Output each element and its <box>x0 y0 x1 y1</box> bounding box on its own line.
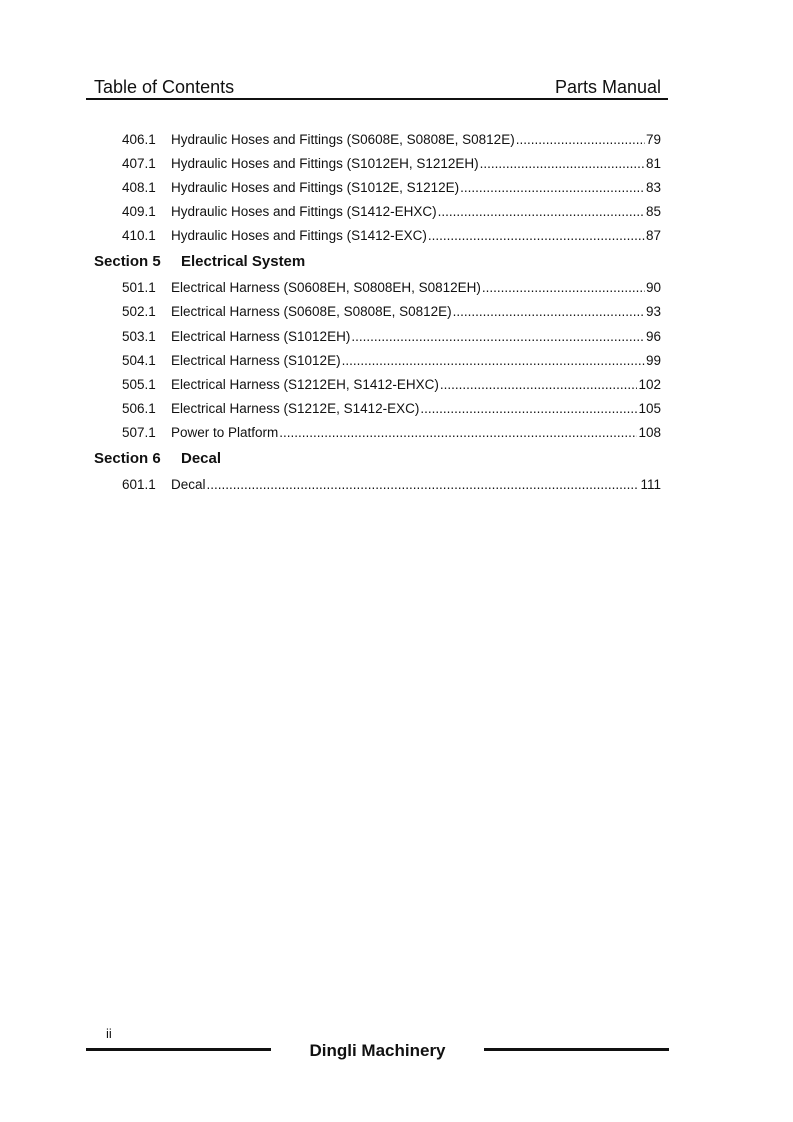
toc-entry-page: 111 <box>640 477 661 492</box>
toc-leader-dots <box>482 278 645 298</box>
toc-entry-number: 501.1 <box>122 280 156 295</box>
footer-rule-left <box>86 1048 271 1051</box>
toc-entry[interactable] <box>122 423 661 443</box>
toc-entry-page: 85 <box>645 204 661 219</box>
toc-entry-title: Electrical Harness (S1212E, S1412-EXC) <box>171 401 420 416</box>
toc-entry-page: 99 <box>645 353 661 368</box>
toc-entry-page: 83 <box>645 180 661 195</box>
toc-entry-page: 105 <box>638 401 661 416</box>
section-heading <box>94 448 221 470</box>
toc-entry-title: Decal <box>171 477 206 492</box>
toc-entry-number: 408.1 <box>122 180 156 195</box>
toc-entry[interactable] <box>122 178 661 198</box>
toc-leader-dots <box>438 202 645 222</box>
toc-leader-dots <box>342 351 645 371</box>
toc-entry-page: 108 <box>638 425 661 440</box>
toc-entry-number: 406.1 <box>122 132 156 147</box>
toc-entry-number: 410.1 <box>122 228 156 243</box>
toc-leader-dots <box>516 130 645 150</box>
footer-brand: Dingli Machinery <box>309 1041 446 1060</box>
toc-leader-dots <box>460 178 645 198</box>
toc-leader-dots <box>480 154 645 174</box>
toc-entry-page: 90 <box>645 280 661 295</box>
section-title: Electrical System <box>181 253 306 270</box>
toc-entry[interactable] <box>122 399 661 419</box>
toc-entry-page: 93 <box>645 304 661 319</box>
header-title: Table of Contents <box>94 77 235 97</box>
toc-entry-title: Hydraulic Hoses and Fittings (S0608E, S0808E, S0812E) <box>171 132 515 147</box>
toc-entry[interactable] <box>122 351 661 371</box>
toc-entry-title: Electrical Harness (S1012EH) <box>171 329 351 344</box>
section-title: Decal <box>181 450 222 467</box>
toc-entry-page: 81 <box>645 156 661 171</box>
toc-entry[interactable] <box>122 475 661 495</box>
page-header <box>86 76 668 100</box>
toc-entry-title: Hydraulic Hoses and Fittings (S1412-EHXC) <box>171 204 437 219</box>
toc-entry[interactable] <box>122 154 661 174</box>
toc-entry[interactable] <box>122 202 661 222</box>
toc-entry-title: Hydraulic Hoses and Fittings (S1012EH, S1212EH) <box>171 156 479 171</box>
toc-entry[interactable] <box>122 226 661 246</box>
toc-leader-dots <box>440 375 638 395</box>
toc-entry-page: 87 <box>645 228 661 243</box>
toc-leader-dots <box>351 327 645 347</box>
toc-entry[interactable] <box>122 375 661 395</box>
toc-entry[interactable] <box>122 130 661 150</box>
toc-entry-number: 502.1 <box>122 304 156 319</box>
toc-leader-dots <box>428 226 645 246</box>
toc-entry-title: Hydraulic Hoses and Fittings (S1412-EXC) <box>171 228 427 243</box>
toc-leader-dots <box>420 399 637 419</box>
toc-entry-title: Electrical Harness (S1212EH, S1412-EHXC) <box>171 377 439 392</box>
toc-entry-title: Electrical Harness (S1012E) <box>171 353 341 368</box>
toc-leader-dots <box>453 302 645 322</box>
toc-entry-number: 407.1 <box>122 156 156 171</box>
toc-entry-number: 507.1 <box>122 425 156 440</box>
toc-entry[interactable] <box>122 278 661 298</box>
toc-entry-title: Power to Platform <box>171 425 279 440</box>
toc-entry-title: Electrical Harness (S0608E, S0808E, S0812E) <box>171 304 452 319</box>
toc-entry-number: 601.1 <box>122 477 156 492</box>
toc-entry[interactable] <box>122 302 661 322</box>
header-manual-name: Parts Manual <box>554 77 661 97</box>
toc-entry-page: 96 <box>645 329 661 344</box>
toc-entry[interactable] <box>122 327 661 347</box>
section-label: Section 6 <box>94 450 161 467</box>
toc-leader-dots <box>207 475 640 495</box>
toc-entry-number: 506.1 <box>122 401 156 416</box>
toc-entry-title: Hydraulic Hoses and Fittings (S1012E, S1212E) <box>171 180 460 195</box>
toc-entry-number: 504.1 <box>122 353 156 368</box>
toc-entry-number: 409.1 <box>122 204 156 219</box>
toc-leader-dots <box>279 423 637 443</box>
toc-entry-number: 503.1 <box>122 329 156 344</box>
toc-entry-title: Electrical Harness (S0608EH, S0808EH, S0812EH) <box>171 280 481 295</box>
footer-page-number: ii <box>106 1026 112 1041</box>
toc-entry-page: 79 <box>645 132 661 147</box>
toc-entry-number: 505.1 <box>122 377 156 392</box>
section-label: Section 5 <box>94 253 161 270</box>
toc-entry-page: 102 <box>638 377 661 392</box>
footer-rule-right <box>484 1048 669 1051</box>
section-heading <box>94 251 305 273</box>
